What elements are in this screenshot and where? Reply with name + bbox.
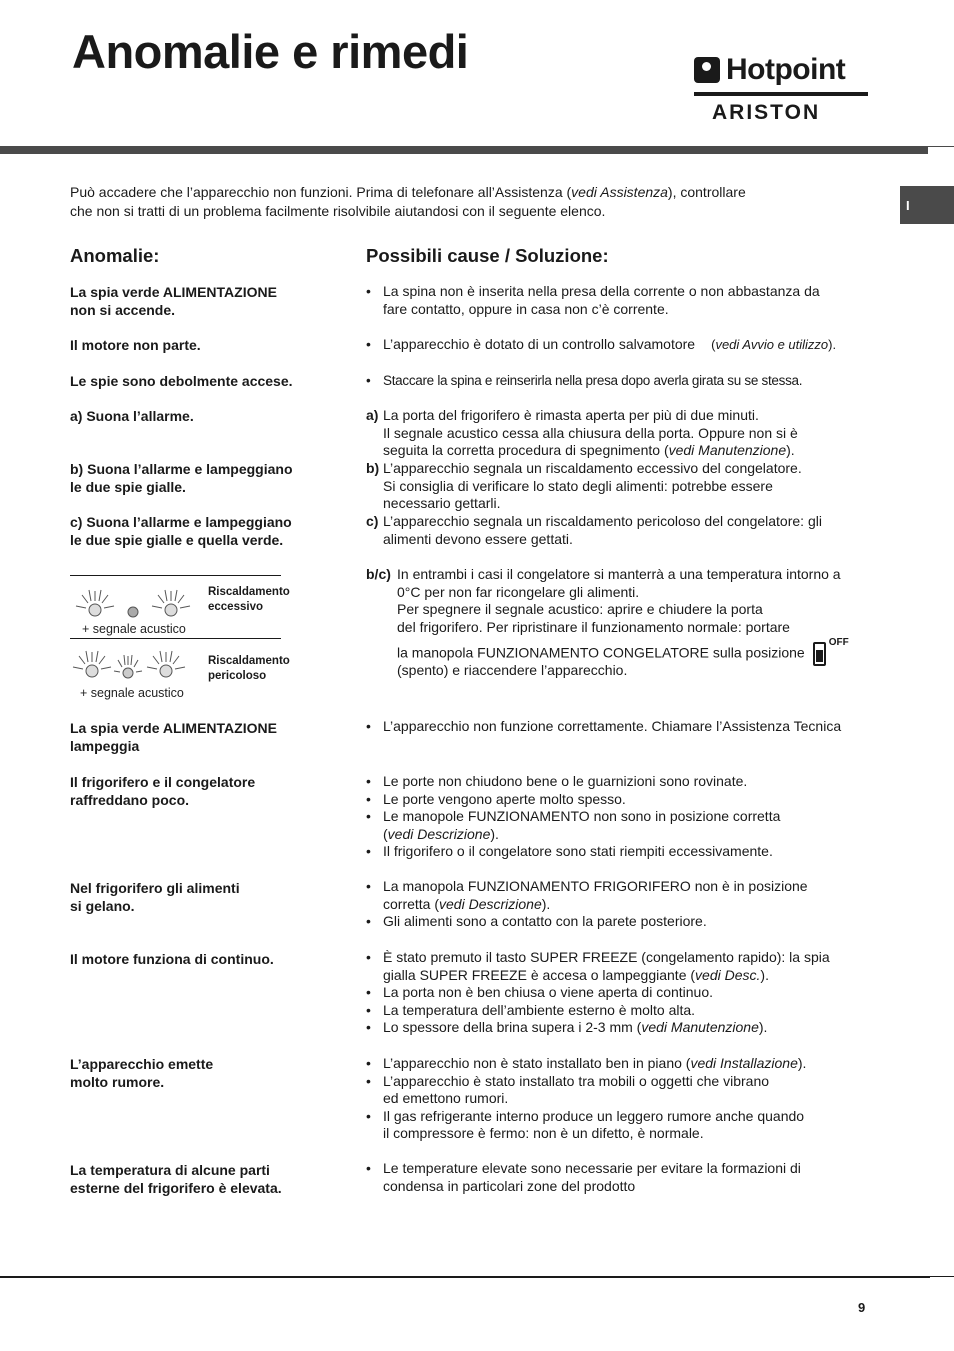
- solution-item: [366, 283, 886, 318]
- anomaly-item: Nel frigorifero gli alimenti si gelano.: [70, 880, 240, 914]
- alarm-lights-figure: [70, 575, 310, 703]
- solution-bullet: • L’apparecchio è stato installato tra mobili o oggetti che vibrano ed emettono rumori.: [366, 1073, 886, 1108]
- solution-item: [366, 336, 886, 354]
- solution-item: [366, 718, 886, 736]
- figure-caption: + segnale acustico: [82, 622, 186, 636]
- solution-item: [366, 878, 886, 931]
- anomaly-item: Il motore funziona di continuo.: [70, 951, 274, 967]
- solution-item: [366, 1055, 886, 1143]
- solution-bullet: • L’apparecchio è dotato di un controllo salvamotore (vedi Avvio e utilizzo).: [366, 336, 886, 354]
- solution-item: [366, 566, 886, 680]
- solution-item: [366, 407, 886, 460]
- header-rule: [0, 146, 928, 154]
- anomaly-item: Il frigorifero e il congelatore raffreddano poco.: [70, 774, 256, 808]
- solution-bullet: • La spina non è inserita nella presa della corrente o non abbastanza da fare contatto, oppure in casa non c’è corrente.: [366, 283, 886, 318]
- solution-bullet: • Le porte non chiudono bene o le guarnizioni sono rovinate.: [366, 773, 886, 791]
- logo-brand: Hotpoint: [726, 53, 846, 86]
- dangerous-heating-lights-icon: [70, 645, 206, 685]
- anomaly-item: [70, 283, 340, 319]
- solution-bullet: • Staccare la spina e reinserirla nella presa dopo averla girata su se stessa.: [366, 372, 886, 390]
- solution-bullet: • Le manopole FUNZIONAMENTO non sono in posizione corretta (vedi Descrizione).: [366, 808, 886, 843]
- excessive-heating-lights-icon: [70, 581, 206, 623]
- anomaly-line: non si accende.: [70, 302, 176, 318]
- solution-item: [366, 949, 886, 1037]
- hotpoint-ariston-logo: [694, 52, 870, 124]
- solution-labeled: a) La porta del frigorifero è rimasta aperta per più di due minuti. Il segnale acustico cessa alla chiusura della porta. Oppure non si è seguita la corretta procedura di spegnimento (vedi Manutenzione).: [366, 407, 798, 459]
- solution-bullet: • L’apparecchio non è stato installato ben in piano (vedi Installazione).: [366, 1055, 886, 1073]
- solution-bullet: • La temperatura dell’ambiente esterno è molto alta.: [366, 1002, 886, 1020]
- figure-rule: [70, 575, 281, 576]
- solution-bullet: • La porta non è ben chiusa o viene aperta di continuo.: [366, 984, 886, 1002]
- off-label: OFF: [828, 637, 849, 649]
- figure-label-dangerous: Riscaldamento pericoloso: [208, 655, 290, 682]
- anomaly-item: La temperatura di alcune parti esterne del frigorifero è elevata.: [70, 1162, 282, 1196]
- solution-labeled: c) L’apparecchio segnala un riscaldamento pericoloso del congelatore: gli alimenti devono essere gettati.: [366, 513, 822, 547]
- hotpoint-logo-icon: [694, 57, 720, 83]
- header-rule-end: [928, 146, 954, 147]
- solution-item: [366, 773, 886, 861]
- intro-text: Può accadere che l’apparecchio non funzioni. Prima di telefonare all’Assistenza (: [70, 184, 572, 200]
- anomaly-line: La spia verde ALIMENTAZIONE: [70, 284, 277, 300]
- solution-labeled: b/c) In entrambi i casi il congelatore si manterrà a una temperatura intorno a 0°C per non far ricongelare gli alimenti. Per spegnere il segnale acustico: aprire e chiudere la porta del frigorifero. Per ripristinare il funzionamento normale: portare la manopola FUNZIONAMENTO CONGELATORE sulla posizione$^{OFF}$ (spento) e riaccendere l’apparecchio.: [366, 566, 849, 679]
- anomaly-item: Il motore non parte.: [70, 337, 201, 353]
- solution-item: [366, 372, 886, 390]
- figure-caption: + segnale acustico: [80, 686, 184, 700]
- anomaly-item: b) Suona l’allarme e lampeggiano le due spie gialle.: [70, 461, 293, 495]
- solution-labeled: b) L’apparecchio segnala un riscaldamento eccessivo del congelatore. Si consiglia di verificare lo stato degli alimenti: potrebbe essere necessario gettarli.: [366, 460, 802, 512]
- footer-rule: [0, 1276, 930, 1278]
- intro-text-2: che non si tratti di un problema facilmente risolvibile aiutandosi con il seguente elenco.: [70, 203, 606, 219]
- intro-paragraph: [70, 183, 850, 221]
- figure-rule: [70, 638, 281, 639]
- anomaly-item: Le spie sono debolmente accese.: [70, 373, 293, 389]
- anomaly-item: a) Suona l’allarme.: [70, 408, 194, 424]
- anomaly-item: La spia verde ALIMENTAZIONE lampeggia: [70, 720, 277, 754]
- solution-bullet: • L’apparecchio non funzione correttamente. Chiamare l’Assistenza Tecnica: [366, 718, 886, 736]
- intro-ref: vedi Assistenza: [571, 184, 668, 200]
- solution-bullet: • Il gas refrigerante interno produce un leggero rumore anche quando il compressore è fermo: non è un difetto, è normale.: [366, 1108, 886, 1143]
- solution-bullet: • Il frigorifero o il congelatore sono stati riempiti eccessivamente.: [366, 843, 886, 861]
- page-title: Anomalie e rimedi: [72, 25, 469, 78]
- solutions-heading: Possibili cause / Soluzione:: [366, 245, 609, 266]
- anomaly-item: L’apparecchio emette molto rumore.: [70, 1056, 214, 1090]
- solution-bullet: • Le porte vengono aperte molto spesso.: [366, 791, 886, 809]
- intro-text-end: ), controllare: [667, 184, 746, 200]
- solution-item: [366, 460, 886, 513]
- figure-label-excessive: Riscaldamento eccessivo: [208, 586, 290, 613]
- page-number: 9: [858, 1300, 866, 1315]
- language-tab: [900, 186, 954, 224]
- anomaly-item: c) Suona l’allarme e lampeggiano le due spie gialle e quella verde.: [70, 514, 292, 548]
- anomalie-heading: Anomalie:: [70, 245, 160, 266]
- logo-divider: [694, 92, 868, 96]
- solution-item: [366, 513, 886, 548]
- solution-bullet: • Le temperature elevate sono necessarie per evitare la formazioni di condensa in particolari zone del prodotto: [366, 1160, 886, 1195]
- solution-bullet: • È stato premuto il tasto SUPER FREEZE (congelamento rapido): la spia gialla SUPER FREEZE è accesa o lampeggiante (vedi Desc.).: [366, 949, 886, 984]
- footer-rule-end: [930, 1276, 954, 1277]
- solution-bullet: • La manopola FUNZIONAMENTO FRIGORIFERO non è in posizione corretta (vedi Descrizione).: [366, 878, 886, 913]
- solution-bullet: • Gli alimenti sono a contatto con la parete posteriore.: [366, 913, 886, 931]
- freezer-knob-off-icon: [813, 642, 826, 666]
- language-tab-label: I: [906, 198, 910, 213]
- solution-bullet: • Lo spessore della brina supera i 2-3 mm (vedi Manutenzione).: [366, 1019, 886, 1037]
- logo-sub: ARISTON: [712, 101, 821, 124]
- solution-item: [366, 1160, 886, 1195]
